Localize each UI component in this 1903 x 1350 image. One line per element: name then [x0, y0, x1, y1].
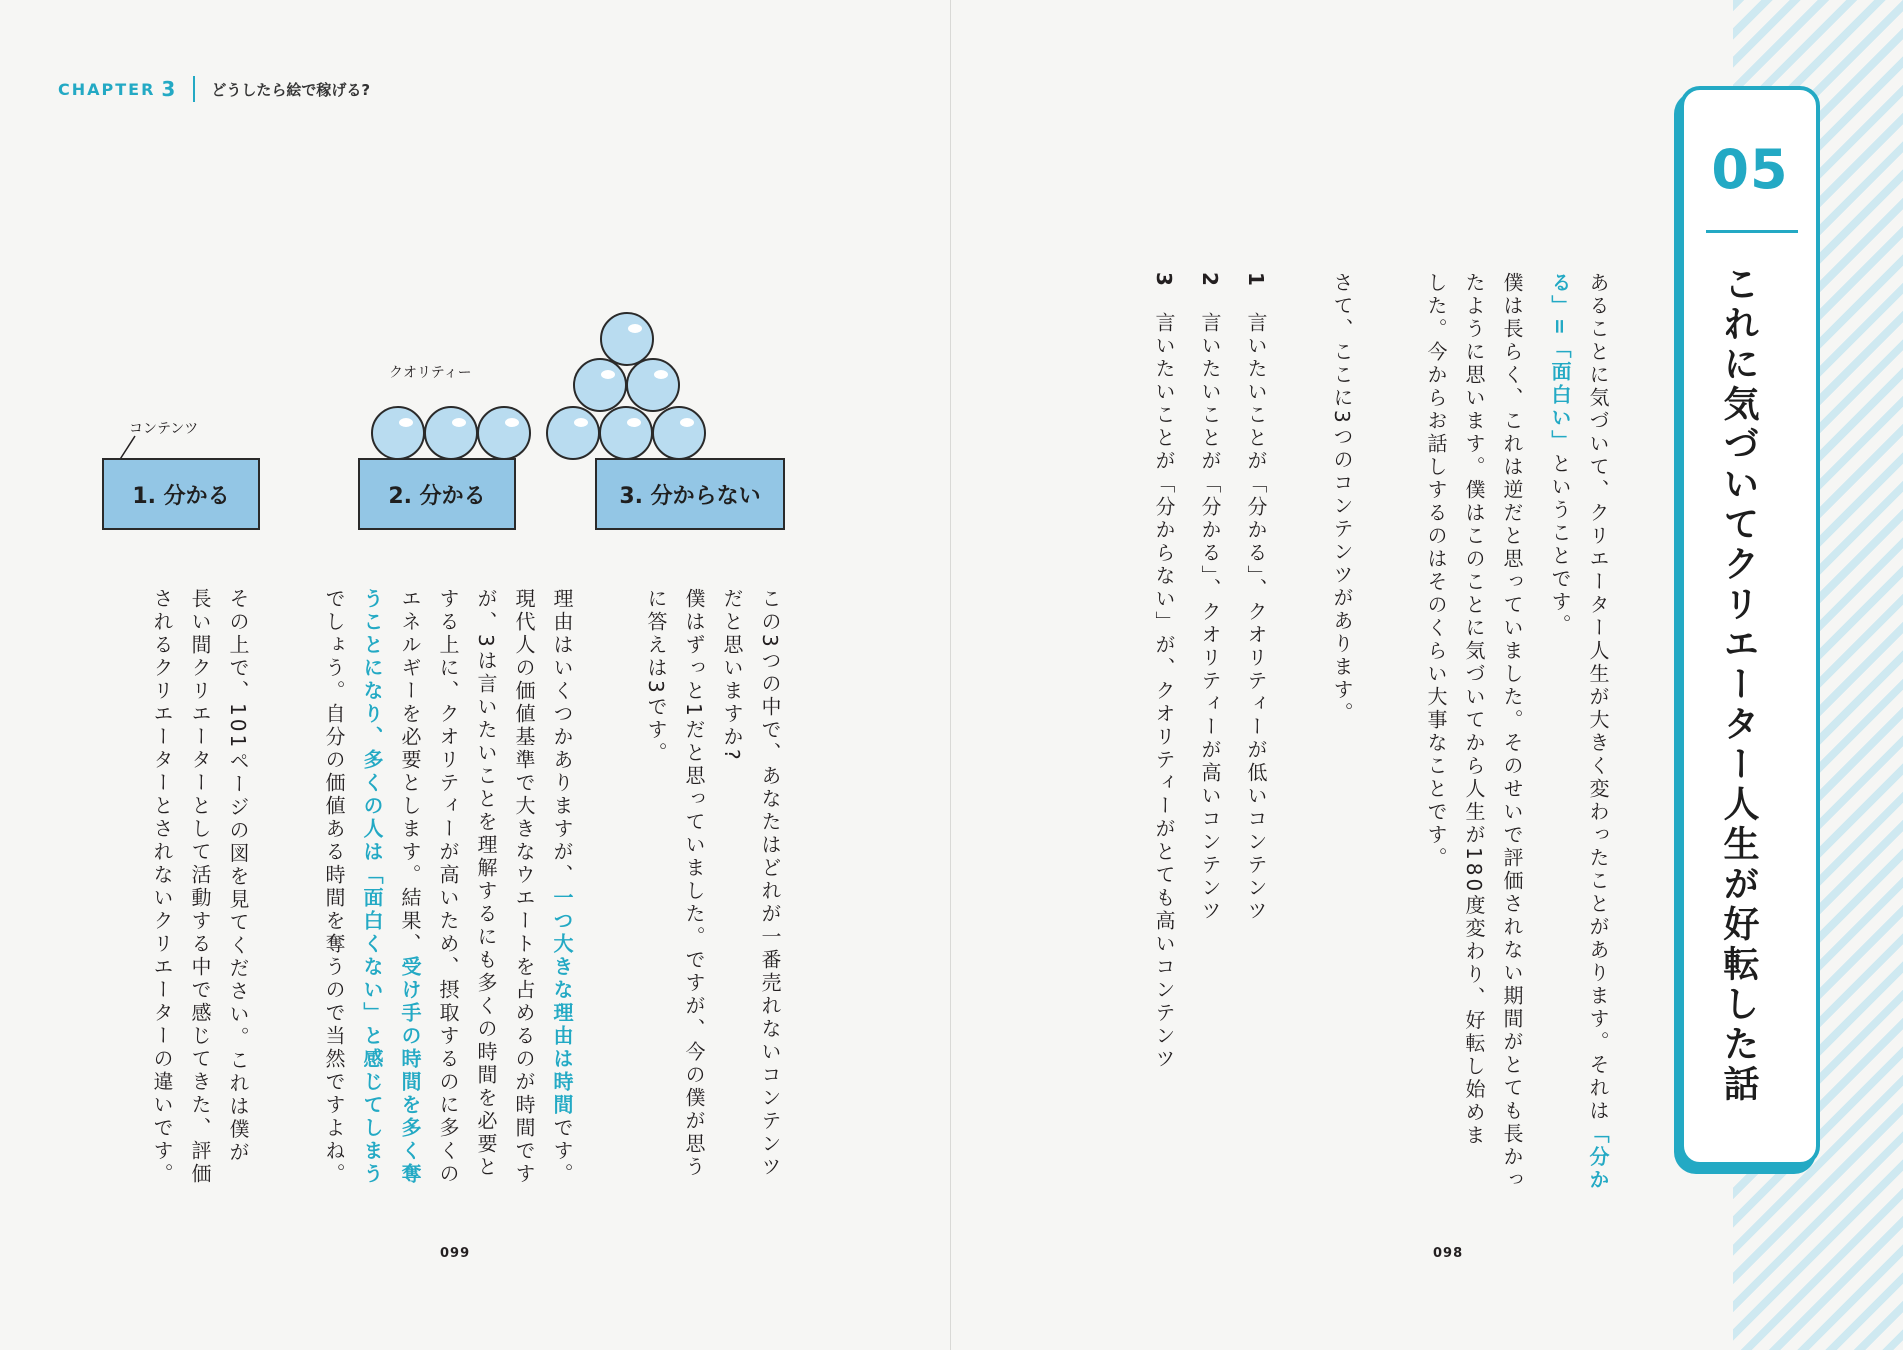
body-text: ということです。: [1548, 452, 1572, 637]
body-column: [552, 588, 572, 1186]
highlight-wakaru: 「分か: [1586, 1123, 1610, 1192]
body-column: [1588, 272, 1608, 1192]
body-text: です。: [550, 1117, 574, 1186]
body-column: だと思いますか?: [720, 588, 744, 763]
body-column: 現代人の価値基準で大きなウエートを占めるのが時間です: [512, 588, 536, 1186]
highlight-result-column: うことになり、多くの人は「面白くない」と感じてしまう: [360, 588, 384, 1186]
highlight-reason: 一つ大きな理由は時間: [550, 887, 574, 1117]
section-tab: [1680, 86, 1820, 1166]
quality-ball: [573, 358, 627, 412]
quality-ball: [599, 406, 653, 460]
chapter-divider: [193, 76, 195, 102]
highlight-result: 受け手の時間を多く奪: [398, 956, 422, 1186]
page-number-left: 099: [440, 1246, 471, 1261]
chapter-number: 3: [161, 77, 176, 101]
label-contents: コンテンツ: [129, 421, 199, 437]
chapter-label: CHAPTER: [58, 79, 156, 99]
section-rule: [1706, 230, 1798, 233]
list-item: 言いたいことが「分かる」、クオリティーが低いコンテンツ: [1244, 312, 1268, 923]
body-column: [400, 588, 420, 1186]
list-number: 1: [1244, 272, 1268, 289]
quality-ball: [424, 406, 478, 460]
body-column: 長い間クリエーターとして活動する中で感じてきた、評価: [188, 588, 212, 1186]
body-text: あることに気づいて、クリエーター人生が大きく変わったことがあります。それは: [1586, 272, 1610, 1123]
diagram-box-2: 2. 分かる: [358, 458, 516, 530]
diagram-box-1: 1. 分かる: [102, 458, 260, 530]
body-column: この3つの中で、あなたはどれが一番売れないコンテンツ: [758, 588, 782, 1179]
body-text: 理由はいくつかありますが、: [550, 588, 574, 887]
diagram-box-3: 3. 分からない: [595, 458, 785, 530]
list-number: 2: [1198, 272, 1222, 289]
body-text: エネルギーを必要とします。結果、: [398, 588, 422, 956]
list-item: 言いたいことが「分かる」、クオリティーが高いコンテンツ: [1198, 312, 1222, 923]
list-item: 言いたいことが「分からない」が、クオリティーがとても高いコンテンツ: [1152, 312, 1176, 1071]
highlight-omoshiroi: る」=「面白い」: [1548, 272, 1572, 453]
quality-ball: [626, 358, 680, 412]
body-column: に答えは3です。: [644, 588, 668, 765]
body-column: する上に、クオリティーが高いため、摂取するのに多くの: [436, 588, 460, 1186]
section-title: これに気づいてクリエーター人生が好転した話: [1718, 265, 1759, 1105]
section-number: 05: [1711, 138, 1789, 201]
body-column: が、3は言いたいことを理解するにも多くの時間を必要と: [474, 588, 498, 1179]
body-column: 僕はずっと1だと思っていました。ですが、今の僕が思う: [682, 588, 706, 1179]
body-column: たように思います。僕はこのことに気づいてから人生が180度変わり、好転し始めま: [1462, 272, 1486, 1148]
left-page: [0, 0, 950, 1350]
body-column: 僕は長らく、これは逆だと思っていました。そのせいで評価されない期間がとても長かっ: [1500, 272, 1524, 1192]
body-column: されるクリエーターとされないクリエーターの違いです。: [150, 588, 174, 1186]
body-column: [1550, 272, 1570, 637]
quality-ball: [546, 406, 600, 460]
body-column: その上で、101ページの図を見てください。これは僕が: [226, 588, 250, 1165]
quality-ball: [652, 406, 706, 460]
page-number-right: 098: [1433, 1246, 1464, 1261]
quality-ball: [477, 406, 531, 460]
quality-ball: [371, 406, 425, 460]
contents-diagram: [105, 300, 805, 540]
list-number: 3: [1152, 272, 1176, 289]
label-quality: クオリティー: [389, 365, 472, 381]
chapter-title: どうしたら絵で稼げる?: [211, 80, 371, 99]
body-column: さて、ここに3つのコンテンツがあります。: [1330, 272, 1354, 725]
chapter-header: [58, 74, 370, 104]
body-column: した。今からお話しするのはそのくらい大事なことです。: [1424, 272, 1448, 870]
body-column: でしょう。自分の価値ある時間を奪うので当然ですよね。: [322, 588, 346, 1186]
